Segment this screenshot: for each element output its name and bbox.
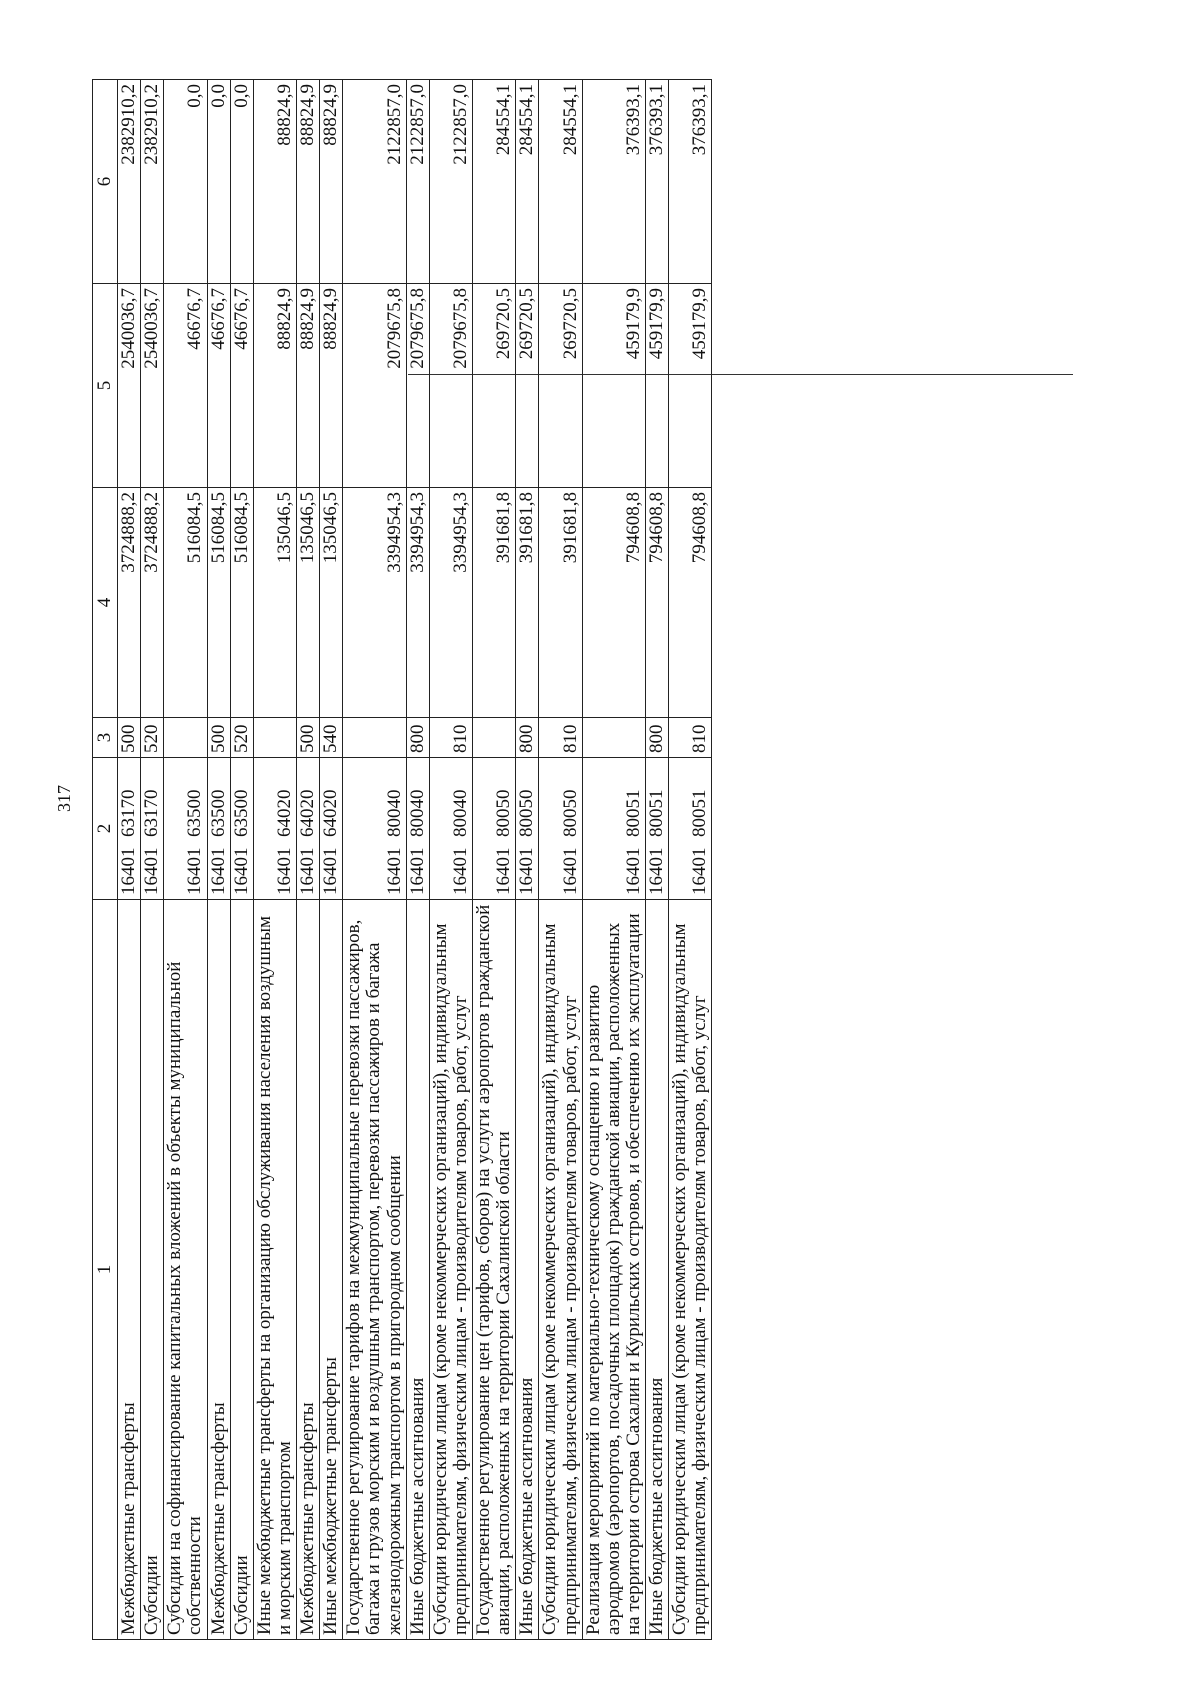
table-row <box>429 80 472 1640</box>
code-program: 16401 <box>141 847 163 895</box>
row-value-col6: 376393,1 <box>646 80 669 284</box>
row-expense-type: 540 <box>320 718 343 758</box>
code-direction: 63500 <box>207 789 229 837</box>
row-name: Государственное регулирование цен (тарифов, сборов) на услуги аэропортов гражданской авиации, расположенных на территории Сахалинской области <box>473 900 516 1640</box>
row-name: Субсидии на софинансирование капитальных вложений в объекты муниципальной собственности <box>164 900 207 1640</box>
row-code <box>141 758 164 900</box>
row-value-col5: 88824,9 <box>297 284 320 488</box>
row-code <box>539 758 582 900</box>
row-expense-type: 810 <box>539 718 582 758</box>
row-expense-type: 500 <box>297 718 320 758</box>
row-code <box>297 758 320 900</box>
row-code <box>253 758 296 900</box>
table-row <box>582 80 645 1640</box>
table-row <box>320 80 343 1640</box>
row-code <box>118 758 141 900</box>
row-expense-type: 520 <box>230 718 253 758</box>
code-direction: 64020 <box>273 789 295 837</box>
row-value-col4: 516084,5 <box>207 488 230 718</box>
table-row <box>253 80 296 1640</box>
row-value-col6: 284554,1 <box>539 80 582 284</box>
code-program: 16401 <box>516 847 538 895</box>
row-code <box>406 758 429 900</box>
row-code <box>230 758 253 900</box>
row-value-col4: 135046,5 <box>253 488 296 718</box>
row-name: Межбюджетные трансферты <box>118 900 141 1640</box>
row-code <box>164 758 207 900</box>
row-code <box>669 758 712 900</box>
row-value-col5: 88824,9 <box>320 284 343 488</box>
row-value-col4: 391681,8 <box>539 488 582 718</box>
row-value-col6: 0,0 <box>164 80 207 284</box>
row-value-col6: 0,0 <box>207 80 230 284</box>
code-direction: 63500 <box>230 789 252 837</box>
row-value-col6: 2382910,2 <box>141 80 164 284</box>
row-name: Субсидии юридическим лицам (кроме некоммерческих организаций), индивидуальным предпринимателям, физическим лицам - производителям товаров, работ, услуг <box>429 900 472 1640</box>
code-direction: 80050 <box>493 789 515 837</box>
row-code <box>343 758 406 900</box>
code-direction: 63170 <box>118 789 139 837</box>
row-code <box>429 758 472 900</box>
row-value-col4: 3394954,3 <box>429 488 472 718</box>
code-direction: 64020 <box>297 789 318 837</box>
row-value-col5: 46676,7 <box>164 284 207 488</box>
header-cell: 5 <box>93 284 118 488</box>
row-value-col5: 269720,5 <box>473 284 516 488</box>
row-expense-type: 800 <box>406 718 429 758</box>
code-direction: 80040 <box>406 789 428 837</box>
row-value-col5: 88824,9 <box>253 284 296 488</box>
row-value-col6: 88824,9 <box>320 80 343 284</box>
table-row <box>473 80 516 1640</box>
row-name: Межбюджетные трансферты <box>207 900 230 1640</box>
code-program: 16401 <box>383 847 405 895</box>
row-value-col4: 135046,5 <box>297 488 320 718</box>
row-value-col5: 2079675,8 <box>343 284 406 488</box>
header-cell: 6 <box>93 80 118 284</box>
row-value-col6: 284554,1 <box>473 80 516 284</box>
row-value-col4: 3724888,2 <box>118 488 141 718</box>
row-value-col4: 391681,8 <box>516 488 539 718</box>
row-value-col4: 391681,8 <box>473 488 516 718</box>
code-program: 16401 <box>493 847 515 895</box>
row-name: Межбюджетные трансферты <box>297 900 320 1640</box>
row-value-col4: 3394954,3 <box>343 488 406 718</box>
table-row <box>230 80 253 1640</box>
row-expense-type <box>473 718 516 758</box>
row-value-col4: 794608,8 <box>582 488 645 718</box>
row-code <box>473 758 516 900</box>
header-cell: 2 <box>93 758 118 900</box>
row-code <box>582 758 645 900</box>
table-row <box>343 80 406 1640</box>
code-program: 16401 <box>646 847 667 895</box>
row-expense-type: 500 <box>207 718 230 758</box>
row-value-col4: 794608,8 <box>646 488 669 718</box>
code-direction: 63170 <box>141 789 163 837</box>
code-direction: 80040 <box>449 789 471 837</box>
code-program: 16401 <box>297 847 318 895</box>
row-value-col4: 516084,5 <box>230 488 253 718</box>
page-number: 317 <box>54 785 74 812</box>
row-value-col5: 2079675,8 <box>406 284 429 488</box>
row-value-col4: 3394954,3 <box>406 488 429 718</box>
row-value-col5: 46676,7 <box>207 284 230 488</box>
table-row <box>669 80 712 1640</box>
row-value-col6: 376393,1 <box>582 80 645 284</box>
row-expense-type: 520 <box>141 718 164 758</box>
table-row <box>141 80 164 1640</box>
row-expense-type: 500 <box>118 718 141 758</box>
row-value-col6: 2122857,0 <box>343 80 406 284</box>
row-expense-type <box>343 718 406 758</box>
row-value-col5: 269720,5 <box>539 284 582 488</box>
table-row <box>118 80 141 1640</box>
row-value-col5: 459179,9 <box>582 284 645 488</box>
table-row <box>207 80 230 1640</box>
row-value-col5: 459179,9 <box>669 284 712 488</box>
code-program: 16401 <box>320 847 342 895</box>
row-value-col4: 516084,5 <box>164 488 207 718</box>
header-cell: 4 <box>93 488 118 718</box>
row-value-col4: 135046,5 <box>320 488 343 718</box>
header-row <box>93 80 118 1640</box>
budget-table <box>92 79 712 1640</box>
row-value-col6: 2122857,0 <box>406 80 429 284</box>
row-name: Субсидии юридическим лицам (кроме некоммерческих организаций), индивидуальным предпринимателям, физическим лицам - производителям товаров, работ, услуг <box>669 900 712 1640</box>
row-value-col6: 376393,1 <box>669 80 712 284</box>
code-program: 16401 <box>406 847 428 895</box>
code-program: 16401 <box>118 847 139 895</box>
row-name: Субсидии юридическим лицам (кроме некоммерческих организаций), индивидуальным предпринимателям, физическим лицам - производителям товаров, работ, услуг <box>539 900 582 1640</box>
row-name: Субсидии <box>230 900 253 1640</box>
row-value-col5: 2540036,7 <box>118 284 141 488</box>
row-name: Иные межбюджетные трансферты <box>320 900 343 1640</box>
row-value-col5: 269720,5 <box>516 284 539 488</box>
code-program: 16401 <box>273 847 295 895</box>
row-code <box>516 758 539 900</box>
table-row <box>297 80 320 1640</box>
row-name: Иные бюджетные ассигнования <box>406 900 429 1640</box>
row-expense-type: 800 <box>646 718 669 758</box>
row-value-col5: 46676,7 <box>230 284 253 488</box>
row-value-col6: 88824,9 <box>253 80 296 284</box>
row-value-col6: 2122857,0 <box>429 80 472 284</box>
row-value-col6: 284554,1 <box>516 80 539 284</box>
row-name: Государственное регулирование тарифов на межмуниципальные перевозки пассажиров, багажа и грузов морским и воздушным транспортом, перевозки пассажиров и багажа железнодорожным транспортом в пригородном сообщении <box>343 900 406 1640</box>
row-value-col6: 0,0 <box>230 80 253 284</box>
code-direction: 80050 <box>516 789 538 837</box>
row-expense-type <box>164 718 207 758</box>
header-cell: 1 <box>93 900 118 1640</box>
row-value-col6: 2382910,2 <box>118 80 141 284</box>
row-code <box>207 758 230 900</box>
row-expense-type: 800 <box>516 718 539 758</box>
table-row <box>516 80 539 1640</box>
row-expense-type: 810 <box>669 718 712 758</box>
code-direction: 80050 <box>559 789 581 837</box>
code-direction: 80051 <box>646 789 667 837</box>
row-expense-type: 810 <box>429 718 472 758</box>
table-row <box>406 80 429 1640</box>
code-direction: 64020 <box>320 789 342 837</box>
row-value-col5: 2540036,7 <box>141 284 164 488</box>
row-code <box>320 758 343 900</box>
code-direction: 80051 <box>689 789 711 837</box>
code-program: 16401 <box>207 847 229 895</box>
code-direction: 80040 <box>383 789 405 837</box>
row-value-col4: 3724888,2 <box>141 488 164 718</box>
code-program: 16401 <box>622 847 644 895</box>
header-cell: 3 <box>93 718 118 758</box>
row-value-col4: 794608,8 <box>669 488 712 718</box>
row-code <box>646 758 669 900</box>
code-program: 16401 <box>559 847 581 895</box>
row-name: Реализация мероприятий по материально-техническому оснащению и развитию аэродромов (аэропортов, посадочных площадок) гражданской авиации, расположенных на территории острова Сахалин и Курильских островов, и обеспечению их эксплуатации <box>582 900 645 1640</box>
row-name: Иные бюджетные ассигнования <box>646 900 669 1640</box>
row-name: Иные межбюджетные трансферты на организацию обслуживания населения воздушным и морским транспортом <box>253 900 296 1640</box>
code-program: 16401 <box>230 847 252 895</box>
code-direction: 80051 <box>622 789 644 837</box>
code-program: 16401 <box>449 847 471 895</box>
table-body <box>118 80 712 1640</box>
table-row <box>164 80 207 1640</box>
row-value-col5: 2079675,8 <box>429 284 472 488</box>
code-direction: 63500 <box>184 789 206 837</box>
row-value-col6: 88824,9 <box>297 80 320 284</box>
code-program: 16401 <box>184 847 206 895</box>
row-name: Субсидии <box>141 900 164 1640</box>
row-name: Иные бюджетные ассигнования <box>516 900 539 1640</box>
row-value-col5: 459179,9 <box>646 284 669 488</box>
table-row <box>646 80 669 1640</box>
code-program: 16401 <box>689 847 711 895</box>
table-row <box>539 80 582 1640</box>
row-expense-type <box>253 718 296 758</box>
rotated-table-wrapper <box>92 80 1172 1640</box>
row-expense-type <box>582 718 645 758</box>
